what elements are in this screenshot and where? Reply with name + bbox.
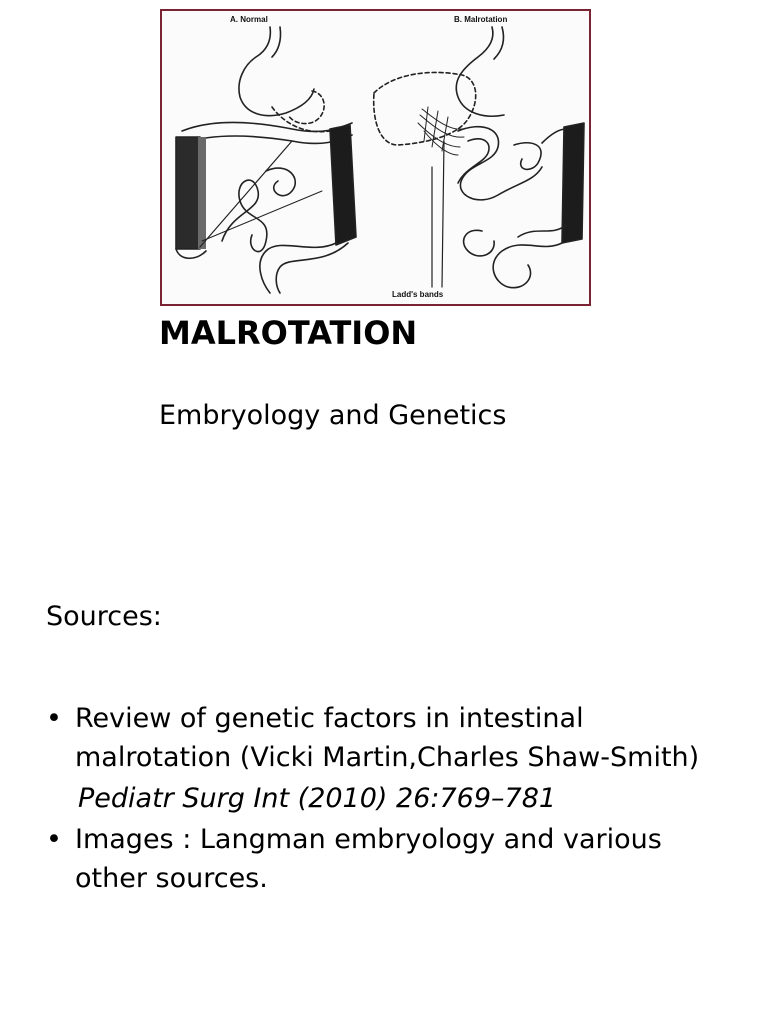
intestine-illustration [162, 11, 589, 304]
source-text: Review of genetic factors in intestinal [75, 703, 584, 734]
list-item [46, 820, 761, 898]
label-malrotation: B. Malrotation [454, 15, 508, 24]
source-citation: Pediatr Surg Int (2010) 26:769–781 [78, 783, 557, 814]
label-ladds-bands: Ladd's bands [392, 290, 444, 299]
slide-subtitle: Embryology and Genetics [159, 400, 507, 431]
normal-anatomy-drawing [176, 27, 356, 293]
source-text: other sources. [75, 863, 268, 894]
source-text: Images : Langman embryology and various [75, 824, 662, 855]
label-normal: A. Normal [230, 15, 268, 24]
list-item [46, 699, 761, 777]
sources-list [46, 699, 761, 898]
bullet: • [46, 703, 62, 734]
source-text: malrotation (Vicki Martin,Charles Shaw-Smith) [75, 742, 700, 773]
malrotation-figure [160, 9, 591, 306]
slide-title: MALROTATION [159, 314, 418, 352]
malrotation-anatomy-drawing [374, 27, 584, 288]
sources-heading: Sources: [46, 601, 162, 632]
bullet: • [46, 824, 62, 855]
